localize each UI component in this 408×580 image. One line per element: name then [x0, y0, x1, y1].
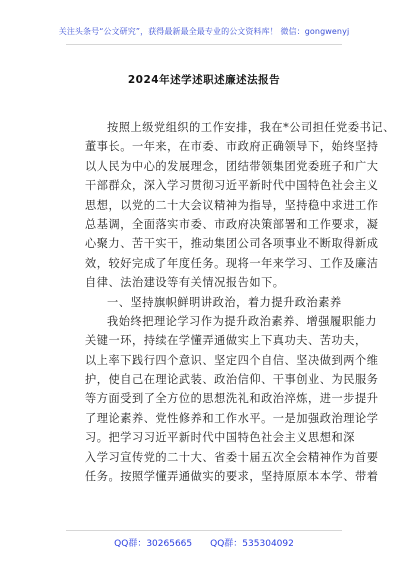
paragraph-line: 以人民为中心的发展理念，团结带领集团党委班子和广大 — [85, 159, 379, 173]
qq-group-1: QQ群：30265665 — [114, 539, 193, 549]
paragraph-line: 董事长。一年来，在市委、市政府正确领导下，始终坚持 — [85, 140, 379, 154]
document-body — [85, 118, 395, 486]
paragraph-line: 心聚力、苦干实干，推动集团公司各项事业不断取得新成 — [85, 237, 379, 251]
paragraph-line: 等方面受到了全方位的思想洗礼和政治淬炼，进一步提升 — [85, 392, 379, 406]
header-banner: 关注头条号“公文研究”，获得最新最全最专业的公文资料库！ 微信：gongwenyj — [58, 27, 350, 36]
paragraph-line: 总基调，全面落实市委、市政府决策部署和工作要求，凝 — [85, 217, 379, 231]
paragraph-line: 以上率下践行四个意识、坚定四个自信、坚决做到两个维 — [85, 353, 379, 367]
paragraph-line: 按照上级党组织的工作安排，我在*公司担任党委书记、 — [107, 121, 395, 134]
paragraph-line: 护，使自己在理论武装、政治信仰、干事创业、为民服务 — [85, 373, 379, 387]
paragraph-line: 任务。按照学懂弄通做实的要求，坚持原原本本学、带着 — [85, 470, 379, 484]
header-divider — [66, 44, 342, 45]
paragraph-line: 关键一环，持续在学懂弄通做实上下真功夫、苦功夫， — [85, 334, 367, 348]
paragraph-line: 干部群众，深入学习贯彻习近平新时代中国特色社会主义 — [85, 179, 379, 193]
paragraph-line: 思想，以党的二十大会议精神为指导，坚持稳中求进工作 — [85, 198, 379, 212]
qq-group-2: QQ群：535304092 — [210, 539, 294, 549]
paragraph-line: 入学习宣传党的二十大、省委十届五次全会精神作为首要 — [85, 450, 379, 464]
paragraph-line: 习。把学习习近平新时代中国特色社会主义思想和深 — [85, 431, 355, 445]
section-heading: 一、坚持旗帜鲜明讲政治，着力提升政治素养 — [107, 295, 342, 309]
paragraph-line: 自律、法治建设等有关情况报告如下。 — [85, 276, 285, 290]
footer-contact — [0, 536, 408, 549]
paragraph-line: 我始终把理论学习作为提升政治素养、增强履职能力 — [107, 314, 377, 328]
document-title: 2024年述学述职述廉述法报告 — [127, 74, 281, 86]
footer-divider — [66, 530, 342, 531]
paragraph-line: 了理论素养、党性修养和工作水平。一是加强政治理论学 — [85, 411, 379, 425]
paragraph-line: 效，较好完成了年度任务。现将一年来学习、工作及廉洁 — [85, 256, 379, 270]
